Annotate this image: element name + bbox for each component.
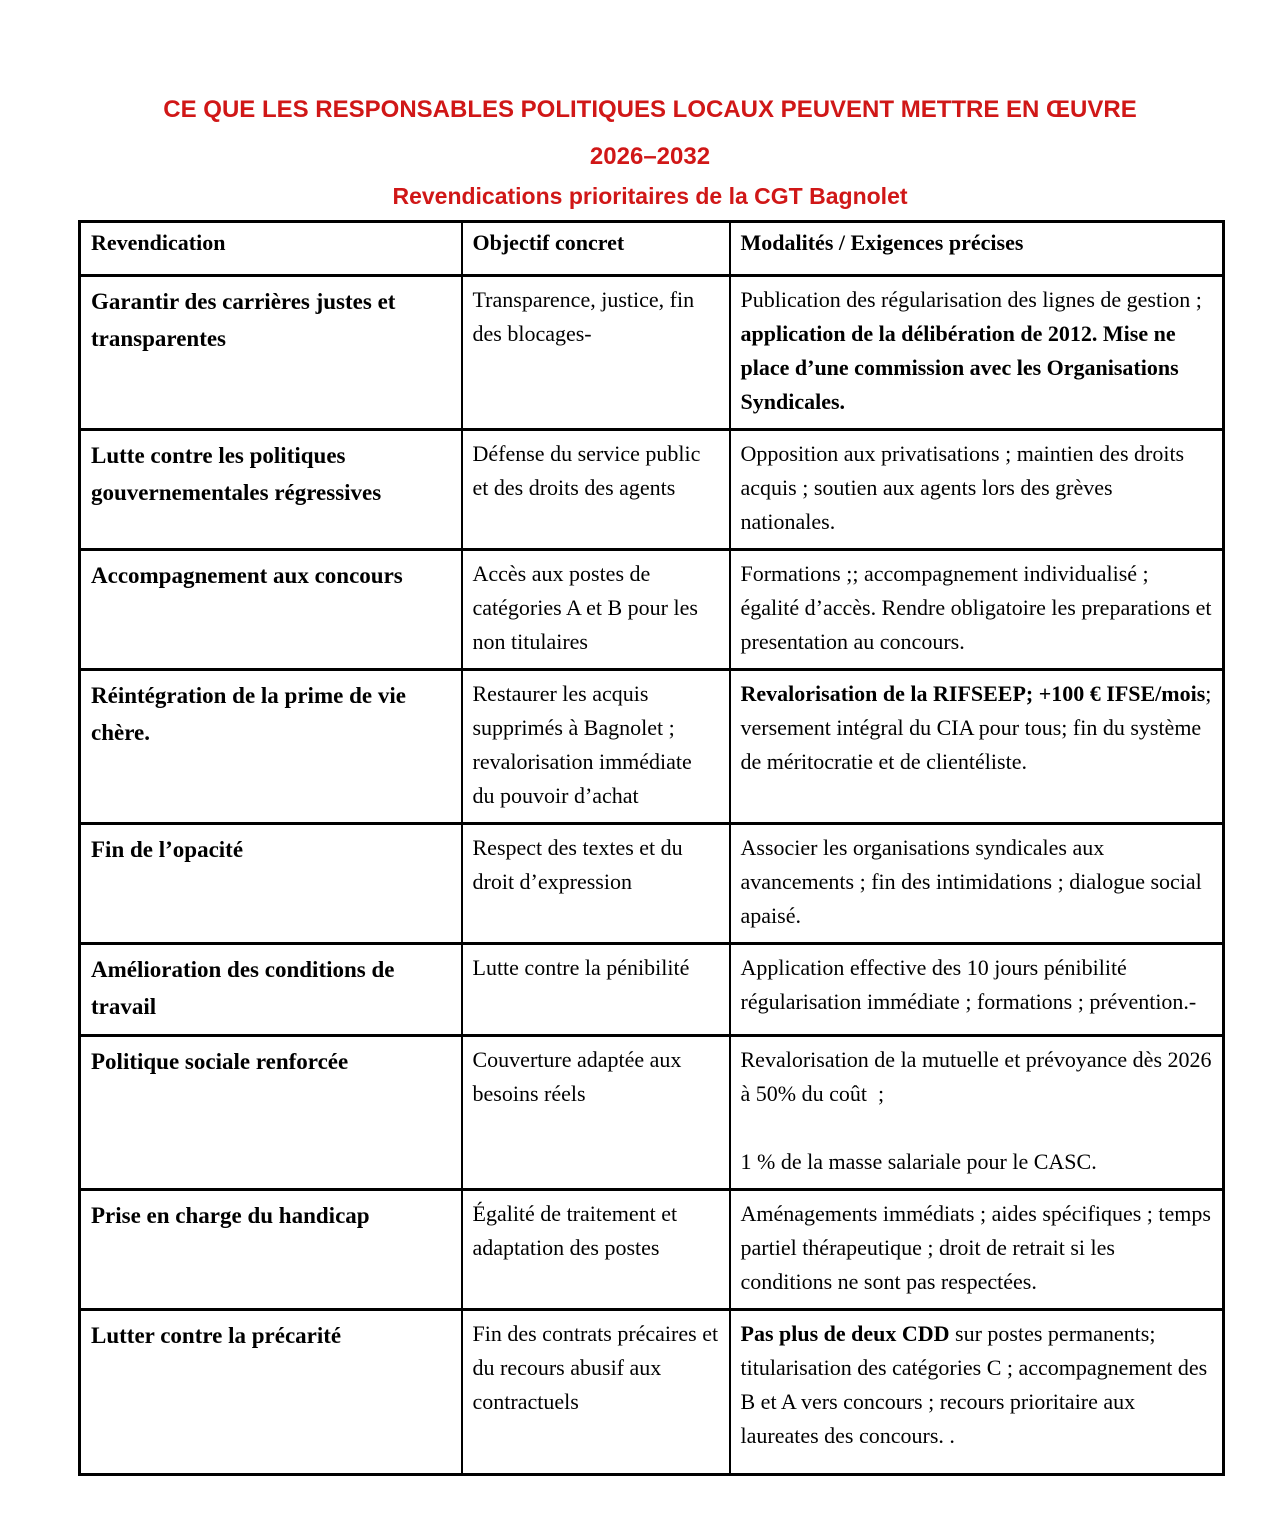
paragraph (473, 951, 719, 985)
column-header-revendication: Revendication (80, 222, 462, 276)
cell-modalites (730, 1190, 1224, 1310)
cell-objectif (462, 670, 730, 824)
text-run: Couverture adaptée aux besoins réels (472, 1047, 682, 1106)
cell-revendication: Fin de l’opacité (80, 824, 462, 944)
paragraph (741, 951, 1213, 1019)
cell-revendication: Amélioration des conditions de travail (80, 944, 462, 1036)
text-run: Formations ;; accompagnement individualisé ; égalité d’accès. Rendre obligatoire les preparations et presentation au concours. (740, 561, 1212, 654)
column-header-objectif: Objectif concret (462, 222, 730, 276)
revendications-table (78, 220, 1225, 1476)
cell-objectif (462, 1310, 730, 1475)
paragraph (473, 1043, 719, 1111)
document-header (78, 97, 1222, 209)
cell-objectif (462, 824, 730, 944)
text-run: Opposition aux privatisations ; maintien des droits acquis ; soutien aux agents lors des grèves nationales. (740, 441, 1185, 534)
text-run: Lutte contre la pénibilité (472, 955, 690, 980)
paragraph (741, 437, 1213, 539)
page-title-years: 2026–2032 (589, 143, 711, 170)
cell-modalites (730, 1036, 1224, 1190)
paragraph (741, 1111, 1213, 1145)
text-run: Application effective des 10 jours pénibilité régularisation immédiate ; formations ; prévention.- (740, 955, 1197, 1014)
paragraph (741, 1043, 1213, 1111)
text-run: sur postes permanents; titularisation des catégories C ; accompagnement des B et A vers concours ; recours prioritaire aux laureates des concours. . (740, 1321, 1208, 1448)
text-run: Accès aux postes de catégories A et B pour les non titulaires (472, 561, 698, 654)
cell-modalites (730, 550, 1224, 670)
paragraph (473, 1197, 719, 1265)
table-row (80, 1190, 1224, 1310)
cell-revendication: Prise en charge du handicap (80, 1190, 462, 1310)
cell-objectif (462, 550, 730, 670)
cell-revendication: Lutte contre les politiques gouvernementales régressives (80, 430, 462, 550)
cell-revendication: Lutter contre la précarité (80, 1310, 462, 1475)
cell-revendication: Accompagnement aux concours (80, 550, 462, 670)
table-row (80, 430, 1224, 550)
cell-objectif (462, 944, 730, 1036)
table-row (80, 550, 1224, 670)
paragraph (741, 557, 1213, 659)
paragraph (473, 557, 719, 659)
cell-modalites (730, 1310, 1224, 1475)
paragraph (741, 1145, 1213, 1179)
text-run: Publication des régularisation des lignes de gestion ; (740, 287, 1202, 312)
page-title: CE QUE LES RESPONSABLES POLITIQUES LOCAUX PEUVENT METTRE EN ŒUVRE (163, 96, 1137, 123)
column-header-modalites: Modalités / Exigences précises (730, 222, 1224, 276)
bold-text-run: Pas plus de deux CDD (740, 1321, 950, 1346)
text-run: Transparence, justice, fin des blocages- (472, 287, 695, 346)
paragraph (741, 677, 1213, 779)
cell-revendication: Politique sociale renforcée (80, 1036, 462, 1190)
bold-text-run: Revalorisation de la RIFSEEP; +100 € IFSE/mois (740, 681, 1206, 706)
paragraph (741, 1197, 1213, 1299)
paragraph (741, 831, 1213, 933)
cell-objectif (462, 1190, 730, 1310)
table-row (80, 1310, 1224, 1475)
table-row (80, 670, 1224, 824)
cell-modalites (730, 824, 1224, 944)
text-run: Aménagements immédiats ; aides spécifiques ; temps partiel thérapeutique ; droit de retrait si les conditions ne sont pas respectées. (740, 1201, 1211, 1294)
text-run: ; versement intégral du CIA pour tous; fin du système de méritocratie et de clientéliste. (740, 681, 1212, 774)
paragraph (473, 831, 719, 899)
table-header-row (80, 222, 1224, 276)
cell-modalites (730, 276, 1224, 430)
paragraph (741, 283, 1213, 419)
paragraph (473, 437, 719, 505)
paragraph (473, 283, 719, 351)
cell-modalites (730, 430, 1224, 550)
table-row (80, 276, 1224, 430)
text-run: Fin des contrats précaires et du recours abusif aux contractuels (472, 1321, 719, 1414)
cell-modalites (730, 670, 1224, 824)
text-run: Restaurer les acquis supprimés à Bagnolet ; revalorisation immédiate du pouvoir d’achat (472, 681, 692, 808)
cell-modalites (730, 944, 1224, 1036)
paragraph (473, 677, 719, 813)
bold-text-run: application de la délibération de 2012. Mise ne place d’une commission avec les Organisations Syndicales. (740, 321, 1179, 414)
text-run: Égalité de traitement et adaptation des postes (472, 1201, 678, 1260)
table-row (80, 944, 1224, 1036)
cell-revendication: Réintégration de la prime de vie chère. (80, 670, 462, 824)
page-subtitle: Revendications prioritaires de la CGT Bagnolet (392, 183, 908, 209)
paragraph (473, 1317, 719, 1419)
cell-revendication: Garantir des carrières justes et transparentes (80, 276, 462, 430)
cell-objectif (462, 1036, 730, 1190)
cell-objectif (462, 276, 730, 430)
text-run: Associer les organisations syndicales aux avancements ; fin des intimidations ; dialogue social apaisé. (740, 835, 1202, 928)
text-run: Respect des textes et du droit d’expression (472, 835, 683, 894)
table-row (80, 824, 1224, 944)
text-run: Défense du service public et des droits des agents (472, 441, 701, 500)
text-run: Revalorisation de la mutuelle et prévoyance dès 2026 à 50% du coût ; (740, 1047, 1212, 1106)
table-row (80, 1036, 1224, 1190)
cell-objectif (462, 430, 730, 550)
paragraph (741, 1317, 1213, 1453)
text-run: 1 % de la masse salariale pour le CASC. (740, 1149, 1097, 1174)
